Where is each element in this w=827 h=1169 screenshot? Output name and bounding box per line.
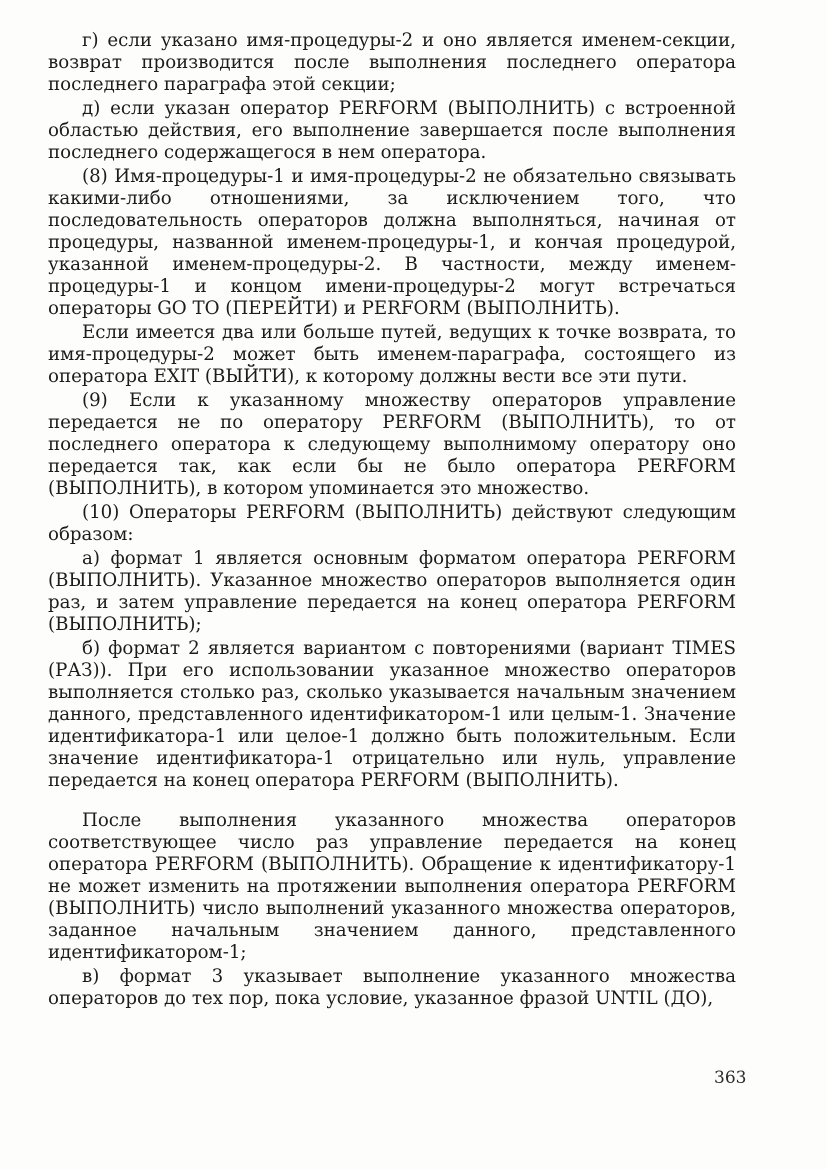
paragraph-after-execution: После выполнения указанного множества операторов соответствующее число раз управление передается на конец оператора PERFORM (ВЫПОЛНИТЬ). Обращение к идентификатору-1 не может изменить на протяжении выполнения оператора PERFORM (ВЫПОЛНИТЬ) число выполнений указанного множества операторов, заданное начальным значением данного, представленного идентификатором-1; [48, 810, 736, 963]
paragraph-g: г) если указано имя-процедуры-2 и оно является именем-секции, возврат производится после выполнения последнего оператора последнего параграфа этой секции; [48, 30, 736, 95]
paragraph-d: д) если указан оператор PERFORM (ВЫПОЛНИТЬ) с встроенной областью действия, его выполнение завершается после выполнения последнего содержащегося в нем оператора. [48, 98, 736, 163]
page-number: 363 [714, 1068, 747, 1088]
paragraph-8: (8) Имя-процедуры-1 и имя-процедуры-2 не обязательно связывать какими-либо отношениями, за исключением того, что последовательность операторов должна выполняться, начиная от процедуры, названной именем-процедуры-1, и кончая процедурой, указанной именем-процедуры-2. В частности, между именем-процедуры-1 и концом имени-процедуры-2 могут встречаться операторы GO TO (ПЕРЕЙТИ) и PERFORM (ВЫПОЛНИТЬ). [48, 166, 736, 319]
running-header [580, 0, 730, 2]
document-page [48, 30, 736, 1012]
paragraph-format-2: б) формат 2 является вариантом с повторениями (вариант TIMES (РАЗ)). При его использовании указанное множество операторов выполняется столько раз, сколько указывается начальным значением данного, представленного идентификатором-1 или целым-1. Значение идентификатора-1 или целое-1 должно быть положительным. Если значение идентификатора-1 отрицательно или нуль, управление передается на конец оператора PERFORM (ВЫПОЛНИТЬ). [48, 638, 736, 791]
paragraph-format-1: а) формат 1 является основным форматом оператора PERFORM (ВЫПОЛНИТЬ). Указанное множество операторов выполняется один раз, и затем управление передается на конец оператора PERFORM (ВЫПОЛНИТЬ); [48, 548, 736, 635]
paragraph-format-3: в) формат 3 указывает выполнение указанного множества операторов до тех пор, пока условие, указанное фразой UNTIL (ДО), [48, 966, 736, 1009]
paragraph-paths: Если имеется два или больше путей, ведущих к точке возврата, то имя-процедуры-2 может быть именем-параграфа, состоящего из оператора EXIT (ВЫЙТИ), к которому должны вести все эти пути. [48, 322, 736, 387]
paragraph-10: (10) Операторы PERFORM (ВЫПОЛНИТЬ) действуют следующим образом: [48, 502, 736, 545]
paragraph-9: (9) Если к указанному множеству операторов управление передается не по оператору PERFORM (ВЫПОЛНИТЬ), то от последнего оператора к следующему выполнимому оператору оно передается так, как если бы не было оператора PERFORM (ВЫПОЛНИТЬ), в котором упоминается это множество. [48, 390, 736, 499]
